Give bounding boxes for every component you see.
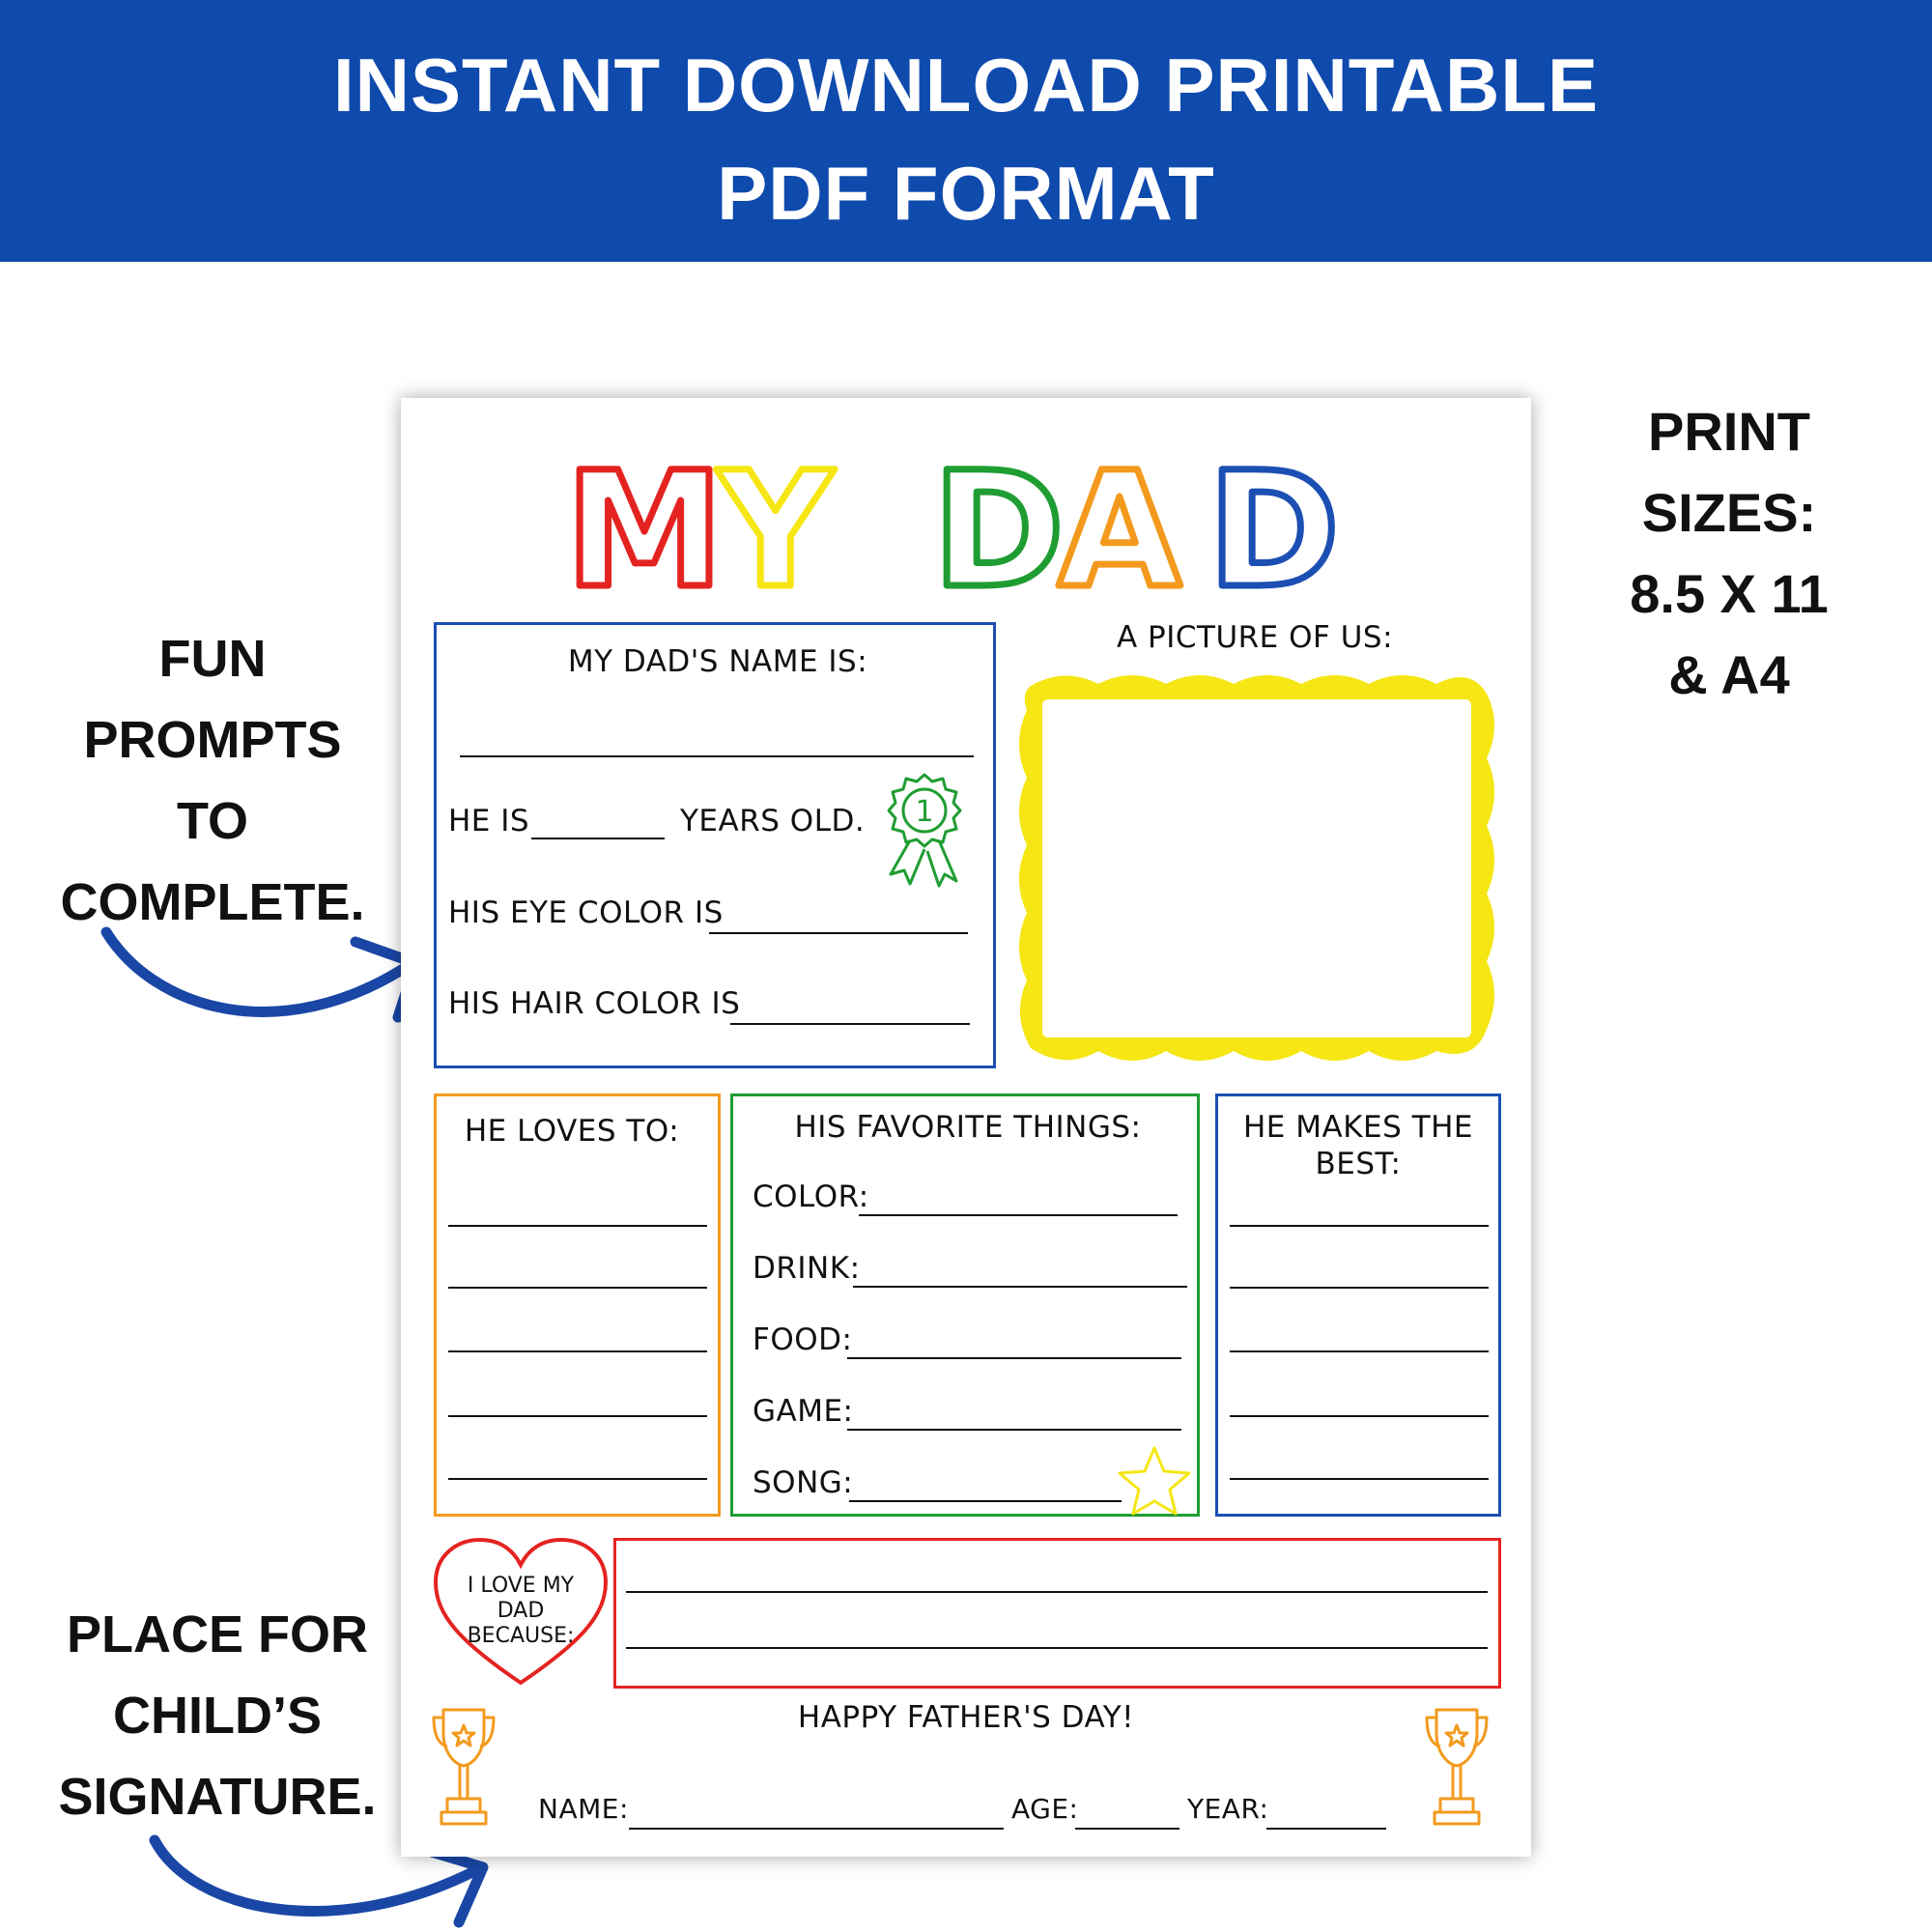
print-sizes-line: & A4 — [1668, 644, 1790, 705]
prompts-note-line: TO — [176, 792, 248, 850]
age-field[interactable] — [531, 838, 665, 839]
signature-note-line: CHILD’S — [113, 1687, 322, 1745]
heart-text-line: DAD — [497, 1599, 545, 1623]
favorite-food-field[interactable] — [847, 1357, 1181, 1359]
age-prefix-label: HE IS — [448, 804, 530, 838]
ribbon-award-icon — [881, 770, 968, 891]
year-field[interactable] — [1266, 1828, 1386, 1830]
picture-label: A PICTURE OF US: — [1116, 620, 1394, 655]
makes-best-box — [1215, 1094, 1501, 1517]
trophy-left-icon — [430, 1704, 497, 1830]
banner-line-1: INSTANT DOWNLOAD PRINTABLE — [333, 43, 1599, 128]
favorite-food-label: FOOD: — [753, 1322, 853, 1357]
loves-label: HE LOVES TO: — [464, 1114, 680, 1149]
my-dad-title — [565, 444, 1396, 599]
hair-color-field[interactable] — [730, 1023, 970, 1025]
greeting-text: HAPPY FATHER'S DAY! — [797, 1700, 1135, 1735]
makes-best-label-line2: BEST: — [1315, 1147, 1402, 1181]
prompts-note-line: PROMPTS — [83, 711, 342, 769]
favorites-label: HIS FAVORITE THINGS: — [794, 1110, 1142, 1145]
prompts-note — [29, 618, 396, 943]
header-banner — [0, 0, 1932, 262]
loves-field[interactable] — [448, 1225, 707, 1227]
name-label: NAME: — [538, 1793, 629, 1825]
favorite-color-field[interactable] — [859, 1214, 1178, 1216]
hair-color-label: HIS HAIR COLOR IS — [448, 986, 741, 1021]
loves-box — [434, 1094, 721, 1517]
picture-frame — [1011, 667, 1502, 1070]
favorite-drink-field[interactable] — [853, 1286, 1187, 1288]
because-field[interactable] — [626, 1647, 1488, 1649]
print-sizes-line: SIZES: — [1641, 482, 1817, 543]
print-sizes-note — [1575, 391, 1884, 716]
heart-text-line: I LOVE MY — [467, 1574, 575, 1598]
title-letter-m: M — [565, 444, 724, 599]
because-field[interactable] — [626, 1591, 1488, 1593]
favorite-game-field[interactable] — [847, 1429, 1181, 1431]
because-box — [613, 1538, 1501, 1689]
makes-best-field[interactable] — [1230, 1415, 1489, 1417]
loves-field[interactable] — [448, 1478, 707, 1480]
age-label: AGE: — [1011, 1793, 1079, 1825]
prompts-note-line: FUN — [158, 630, 267, 688]
print-sizes-line: 8.5 X 11 — [1630, 563, 1829, 624]
favorite-color-label: COLOR: — [753, 1179, 869, 1214]
favorite-song-label: SONG: — [753, 1465, 854, 1500]
favorite-song-field[interactable] — [849, 1500, 1122, 1502]
dad-name-label: MY DAD'S NAME IS: — [567, 644, 868, 679]
eye-color-field[interactable] — [709, 932, 968, 934]
dad-name-field[interactable] — [460, 755, 974, 757]
makes-best-field[interactable] — [1230, 1225, 1489, 1227]
prompts-note-line: COMPLETE. — [60, 873, 365, 931]
favorite-game-label: GAME: — [753, 1394, 854, 1429]
arrow-to-prompts-icon — [97, 923, 425, 1038]
signature-note-line: PLACE FOR — [66, 1605, 368, 1663]
title-letter-y: Y — [718, 444, 834, 599]
star-icon — [1116, 1444, 1193, 1518]
title-letter-d2: D — [1208, 444, 1340, 599]
makes-best-field[interactable] — [1230, 1478, 1489, 1480]
makes-best-field[interactable] — [1230, 1350, 1489, 1352]
loves-field[interactable] — [448, 1287, 707, 1289]
name-field[interactable] — [629, 1828, 1004, 1830]
title-letter-a: A — [1058, 444, 1181, 599]
age-signature-field[interactable] — [1075, 1828, 1179, 1830]
ribbon-number: 1 — [915, 795, 934, 829]
year-label: YEAR: — [1187, 1793, 1269, 1825]
favorite-drink-label: DRINK: — [753, 1251, 861, 1286]
worksheet-preview — [401, 398, 1531, 1857]
favorites-box — [730, 1094, 1200, 1517]
makes-best-label-line1: HE MAKES THE — [1243, 1110, 1473, 1145]
signature-note — [29, 1594, 406, 1837]
dad-info-box — [434, 622, 996, 1068]
loves-field[interactable] — [448, 1415, 707, 1417]
trophy-right-icon — [1423, 1704, 1491, 1830]
banner-line-2: PDF FORMAT — [717, 151, 1215, 236]
age-suffix-label: YEARS OLD. — [680, 804, 866, 838]
signature-note-line: SIGNATURE. — [58, 1768, 377, 1826]
loves-field[interactable] — [448, 1350, 707, 1352]
heart-text-line: BECAUSE: — [467, 1624, 575, 1648]
makes-best-field[interactable] — [1230, 1287, 1489, 1289]
eye-color-label: HIS EYE COLOR IS — [448, 895, 724, 930]
title-letter-d1: D — [932, 444, 1065, 599]
print-sizes-line: PRINT — [1648, 401, 1810, 462]
heart-text — [441, 1574, 600, 1649]
